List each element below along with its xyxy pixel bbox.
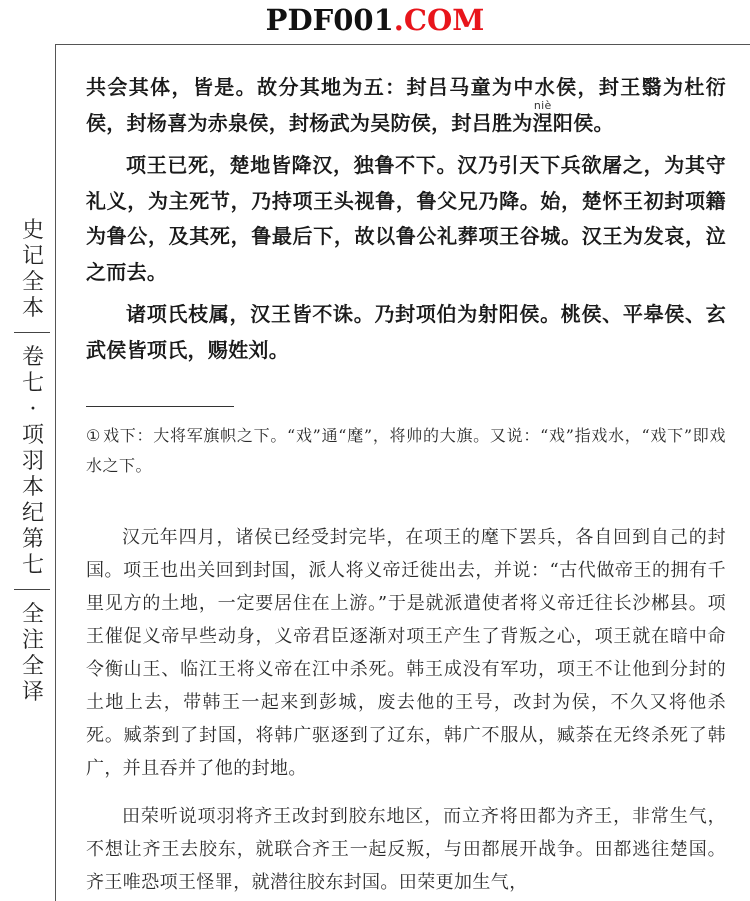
- rail-divider: [14, 332, 50, 333]
- watermark-text-domain: .COM: [393, 3, 485, 37]
- rail-char: ·: [29, 397, 37, 422]
- footnote-marker: ①: [86, 426, 102, 445]
- rail-char: 项: [21, 423, 44, 448]
- side-rail: [18, 218, 48, 706]
- footnote-text: 戏下：大将军旗帜之下。“戏”通“麾”，将帅的大旗。又说：“戏”指戏水，“戏下”即戏水之下。: [86, 426, 726, 475]
- rail-char: 全: [21, 270, 44, 295]
- pinyin-annotation: [532, 98, 553, 135]
- page-border-left: [55, 44, 56, 901]
- translation: [86, 521, 726, 899]
- watermark-logo: [0, 2, 750, 38]
- pinyin-text: niè: [532, 98, 553, 112]
- rail-char: 本: [21, 475, 44, 500]
- rail-char: 记: [21, 244, 44, 269]
- rail-char: 第: [21, 527, 44, 552]
- footnote-divider: [86, 406, 234, 407]
- rail-char: 史: [21, 218, 44, 243]
- page-border-top: [55, 44, 750, 45]
- rail-divider: [14, 589, 50, 590]
- translation-paragraph: 田荣听说项羽将齐王改封到胶东地区，而立齐将田都为齐王，非常生气，不想让齐王去胶东，就联合齐王一起反叛，与田都展开战争。田都逃往楚国。齐王唯恐项王怪罪，就潜往胶东封国。田荣更加生气，: [86, 806, 726, 893]
- rail-book-title: [18, 218, 48, 322]
- rail-chapter-title: [18, 345, 48, 579]
- rail-char: 全: [21, 602, 44, 627]
- rail-char: 羽: [21, 449, 44, 474]
- original-text-segment: 共会其体，皆是。故分其地为五：封吕马童为中水侯，封王翳为杜衍侯，封杨喜为赤泉侯，封杨武为吴防侯，封吕胜为: [86, 75, 726, 135]
- original-paragraph: [86, 70, 726, 141]
- translation-paragraph: 汉元年四月，诸侯已经受封完毕，在项王的麾下罢兵，各自回到自己的封国。项王也出关回到封国，派人将义帝迁徙出去，并说：“古代做帝王的拥有千里见方的土地，一定要居住在上游。”于是就派遣使者将义帝迁往长沙郴县。项王催促义帝早些动身，义帝君臣逐渐对项王产生了背叛之心，项王就在暗中命令衡山王、临江王将义帝在江中杀死。韩王成没有军功，项王不让他到分封的土地上去，带韩王一起来到彭城，废去他的王号，改封为侯，不久又将他杀死。臧荼到了封国，将韩广驱逐到了辽东，韩广不服从，臧荼在无终杀死了韩广，并且吞并了他的封地。: [86, 527, 726, 779]
- original-text: [86, 70, 726, 368]
- footnote: [86, 421, 726, 481]
- rail-char: 全: [21, 654, 44, 679]
- original-paragraph: 诸项氏枝属，汉王皆不诛。乃封项伯为射阳侯。桃侯、平皋侯、玄武侯皆项氏，赐姓刘。: [86, 302, 726, 362]
- rail-char: 本: [21, 296, 44, 321]
- rail-char: 卷: [21, 345, 44, 370]
- page-content: [86, 70, 726, 899]
- rail-char: 纪: [21, 501, 44, 526]
- rail-char: 译: [21, 680, 44, 705]
- rail-char: 七: [21, 371, 44, 396]
- annotated-char: 涅: [532, 110, 553, 135]
- watermark-text-main: PDF001: [265, 3, 394, 37]
- original-text-segment: 阳侯。: [552, 110, 614, 135]
- rail-char: 注: [21, 628, 44, 653]
- rail-edition: [18, 602, 48, 706]
- rail-char: 七: [21, 553, 44, 578]
- original-paragraph: 项王已死，楚地皆降汉，独鲁不下。汉乃引天下兵欲屠之，为其守礼义，为主死节，乃持项王头视鲁，鲁父兄乃降。始，楚怀王初封项籍为鲁公，及其死，鲁最后下，故以鲁公礼葬项王谷城。汉王为发哀，泣之而去。: [86, 153, 726, 284]
